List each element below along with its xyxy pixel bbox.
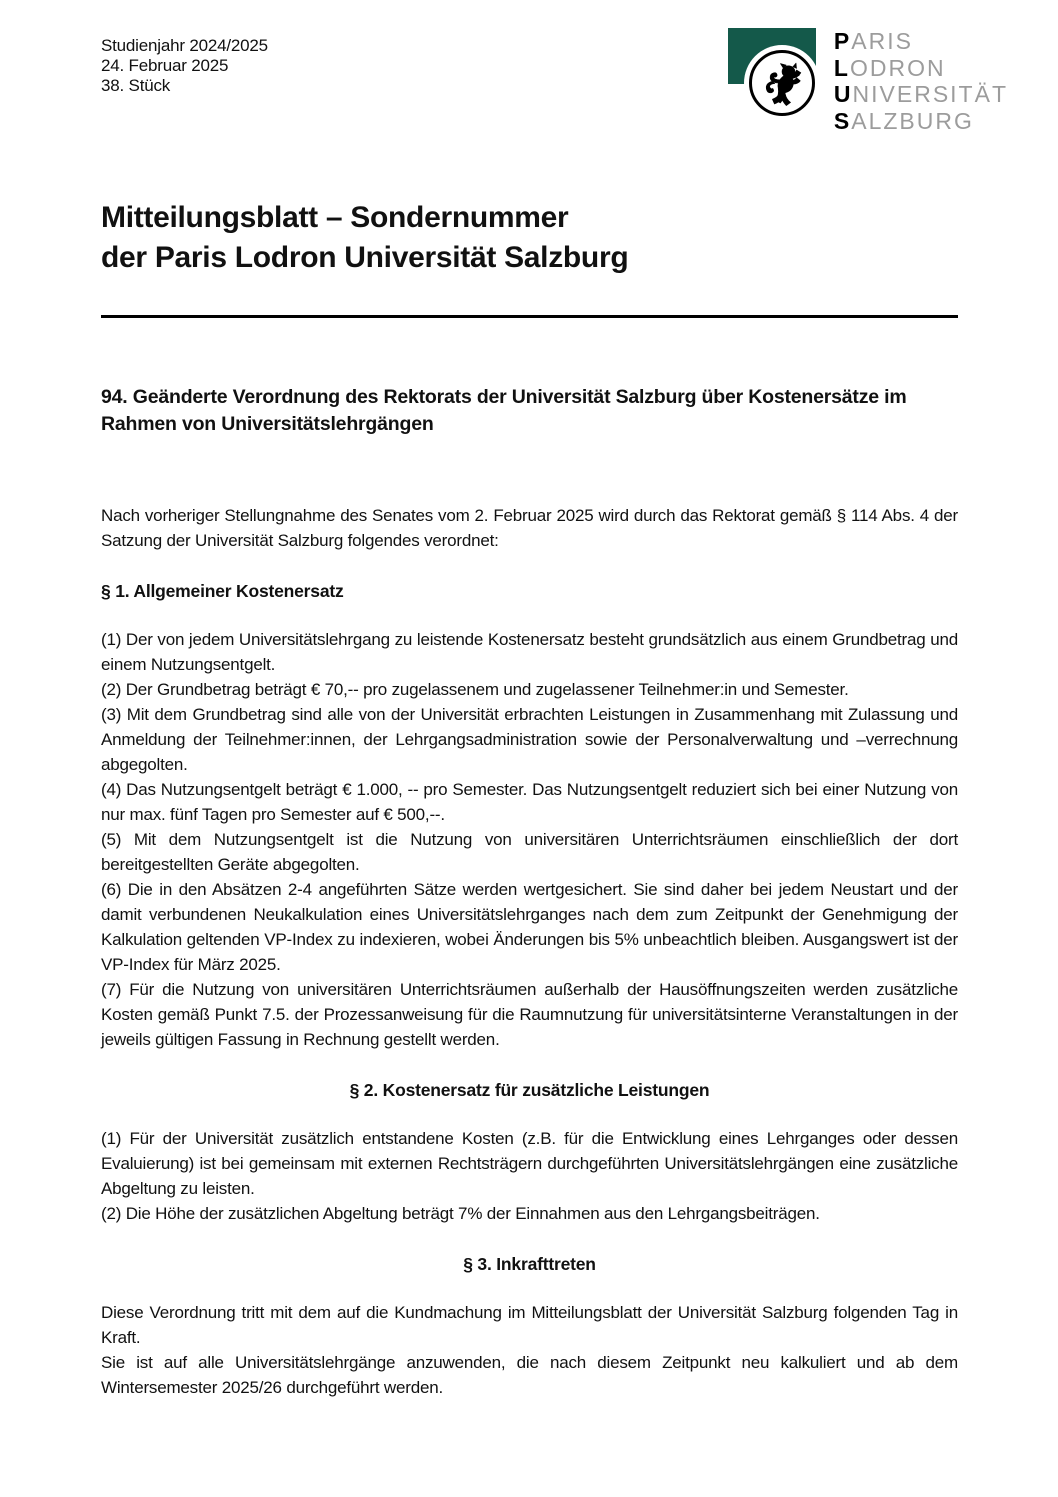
plus-logo-mark <box>728 28 824 128</box>
logo-line-lodron <box>834 55 1008 82</box>
logo-rest: ALZBURG <box>851 107 974 134</box>
section-3-title: § 3. Inkrafttreten <box>463 1254 596 1274</box>
page-header <box>101 28 1008 134</box>
decree-heading: 94. Geänderte Verordnung des Rektorats der Universität Salzburg über Kostenersätze im Rahmen von Universitätslehrgängen <box>101 386 907 435</box>
issue-stueck: 38. Stück <box>101 76 171 95</box>
section-1-title: § 1. Allgemeiner Kostenersatz <box>101 581 344 601</box>
paragraph: (1) Für der Universität zusätzlich entstandene Kosten (z.B. für die Entwicklung eines Lehrganges oder dessen Evaluierung) ist bei gemeinsam mit externen Rechtsträgern durchgeführten Universitätslehrgängen eine zusätzliche Abgeltung zu leisten. <box>101 1129 958 1198</box>
logo-rest: ARIS <box>851 28 913 54</box>
issue-info <box>101 36 268 96</box>
decree-intro: Nach vorheriger Stellungnahme des Senates vom 2. Februar 2025 wird durch das Rektorat gemäß § 114 Abs. 4 der Satzung der Universität Salzburg folgendes verordnet: <box>101 506 958 550</box>
document-title <box>101 198 958 278</box>
university-logo <box>728 28 1008 134</box>
logo-initial: P <box>833 28 852 54</box>
paragraph: (1) Der von jedem Universitätslehrgang zu leistende Kostenersatz besteht grundsätzlich aus einem Grundbetrag und einem Nutzungsentgelt. <box>101 630 958 674</box>
logo-rest: ODRON <box>849 54 946 81</box>
logo-line-paris <box>834 28 1008 55</box>
section-3 <box>101 1252 958 1400</box>
paragraph: (7) Für die Nutzung von universitären Unterrichtsräumen außerhalb der Hausöffnungszeiten werden zusätzliche Kosten gemäß Punkt 7.5. der Prozessanweisung für die Raumnutzung für universitätsinterne Veranstaltungen in der jeweils gültigen Fassung in Rechnung gestellt werden. <box>101 980 958 1049</box>
logo-line-universitaet <box>834 81 1008 108</box>
paragraph: (5) Mit dem Nutzungsentgelt ist die Nutzung von universitären Unterrichtsräumen einschließlich der dort bereitgestellten Geräte abgegolten. <box>101 830 958 874</box>
section-1 <box>101 579 958 1052</box>
logo-initial: L <box>833 54 850 81</box>
logo-initial: S <box>833 107 852 134</box>
paragraph: (2) Die Höhe der zusätzlichen Abgeltung beträgt 7% der Einnahmen aus den Lehrgangsbeiträgen. <box>101 1204 820 1223</box>
issue-date: 24. Februar 2025 <box>101 56 229 75</box>
paragraph: Diese Verordnung tritt mit dem auf die Kundmachung im Mitteilungsblatt der Universität Salzburg folgenden Tag in Kraft. <box>101 1303 958 1347</box>
paragraph: (2) Der Grundbetrag beträgt € 70,-- pro zugelassenem und zugelassener Teilnehmer:in und Semester. <box>101 680 849 699</box>
paragraph: (6) Die in den Absätzen 2-4 angeführten Sätze werden wertgesichert. Sie sind daher bei jedem Neustart und der damit verbundenen Neukalkulation eines Universitätslehrganges nach dem zum Zeitpunkt der Genehmigung der Kalkulation geltenden VP-Index zu indexieren, wobei Änderungen bis 5% unbeachtlich bleiben. Ausgangswert ist der VP-Index für März 2025. <box>101 880 958 974</box>
section-2 <box>101 1078 958 1226</box>
paragraph: (4) Das Nutzungsentgelt beträgt € 1.000, -- pro Semester. Das Nutzungsentgelt reduziert sich bei einer Nutzung von nur max. fünf Tagen pro Semester auf € 500,--. <box>101 780 958 824</box>
paragraph: Sie ist auf alle Universitätslehrgänge anzuwenden, die nach diesem Zeitpunkt neu kalkuliert und ab dem Wintersemester 2025/26 durchgeführt werden. <box>101 1353 958 1397</box>
logo-line-salzburg <box>834 108 1008 135</box>
logo-wordmark <box>834 28 1008 134</box>
lion-emblem-icon <box>749 50 815 116</box>
section-2-title: § 2. Kostenersatz für zusätzliche Leistungen <box>349 1080 710 1100</box>
paragraph: (3) Mit dem Grundbetrag sind alle von der Universität erbrachten Leistungen in Zusammenhang mit Zulassung und Anmeldung der Teilnehmer:innen, der Lehrgangsadministration sowie der Personalverwaltung und –verrechnung abgegolten. <box>101 705 958 774</box>
logo-initial: U <box>833 81 853 107</box>
logo-rest: NIVERSITÄT <box>852 81 1008 107</box>
title-divider <box>101 315 958 318</box>
document-title-line2: der Paris Lodron Universität Salzburg <box>101 241 629 274</box>
document-title-line1: Mitteilungsblatt – Sondernummer <box>101 201 569 234</box>
issue-studienjahr: Studienjahr 2024/2025 <box>101 36 268 55</box>
